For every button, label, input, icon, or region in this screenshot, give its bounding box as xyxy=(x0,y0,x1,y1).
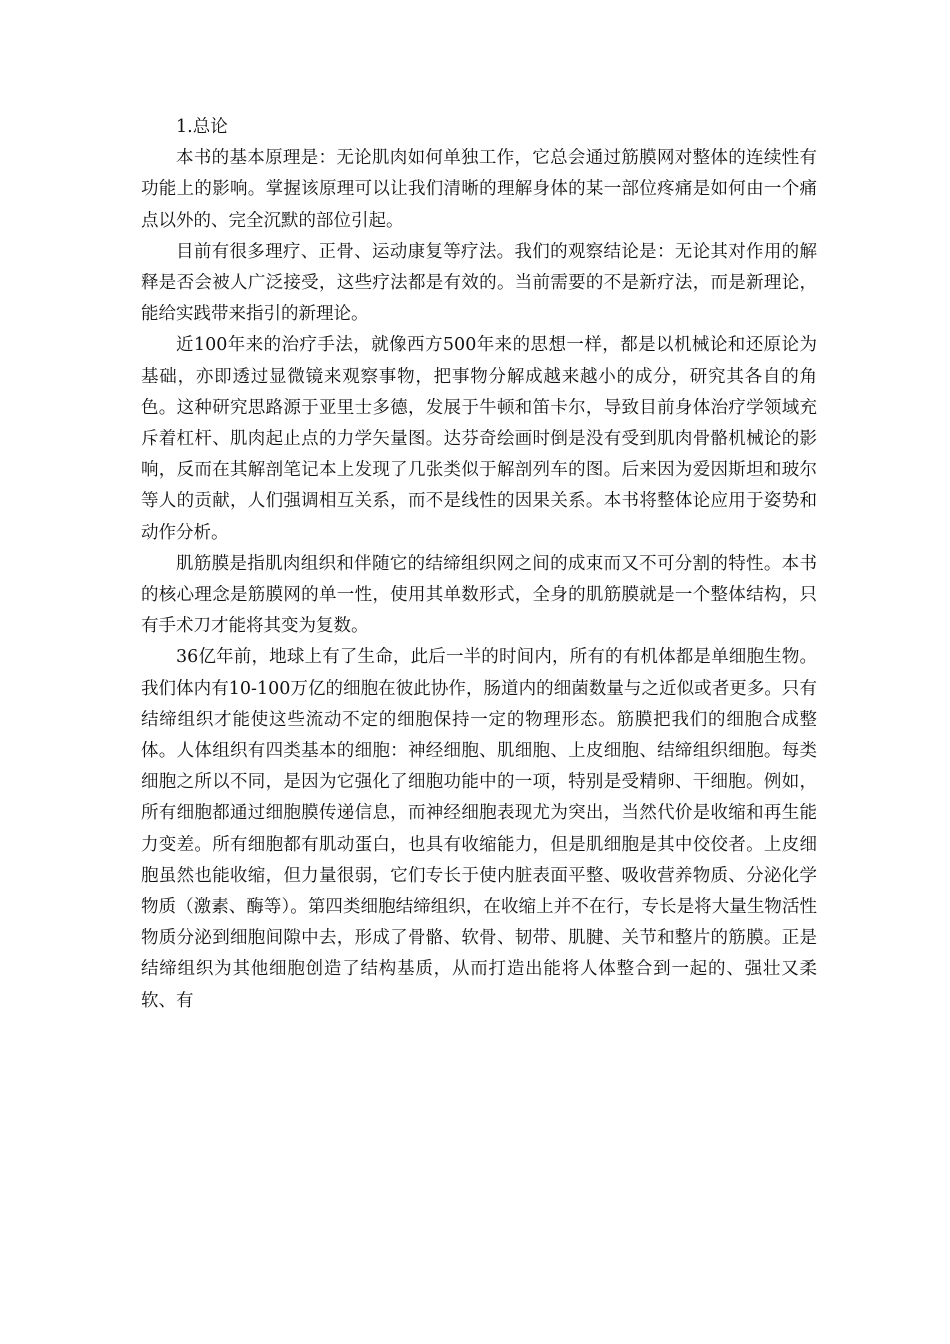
section-heading: 1.总论 xyxy=(176,117,228,137)
paragraph-cells: 36亿年前，地球上有了生命，此后一半的时间内，所有的有机体都是单细胞生物。我们体内有10-100万亿的细胞在彼此协作，肠道内的细菌数量与之近似或者更多。只有结缔组织才能使这些流动不定的细胞保持一定的物理形态。筋膜把我们的细胞合成整体。人体组织有四类基本的细胞：神经细胞、肌细胞、上皮细胞、结缔组织细胞。每类细胞之所以不同，是因为它强化了细胞功能中的一项，特别是受精卵、干细胞。例如，所有细胞都通过细胞膜传递信息，而神经细胞表现尤为突出，当然代价是收缩和再生能力变差。所有细胞都有肌动蛋白，也具有收缩能力，但是肌细胞是其中佼佼者。上皮细胞虽然也能收缩，但力量很弱，它们专长于使内脏表面平整、吸收营养物质、分泌化学物质（激素、酶等）。第四类细胞结缔组织，在收缩上并不在行，专长是将大量生物活性物质分泌到细胞间隙中去，形成了骨骼、软骨、韧带、肌腱、关节和整片的筋膜。正是结缔组织为其他细胞创造了结构基质，从而打造出能将人体整合到一起的、强壮又柔软、有 xyxy=(141,647,817,1011)
paragraph-history: 近100年来的治疗手法，就像西方500年来的思想一样，都是以机械论和还原论为基础，亦即透过显微镜来观察事物，把事物分解成越来越小的成分，研究其各自的角色。这种研究思路源于亚里士多德，发展于牛顿和笛卡尔，导致目前身体治疗学领域充斥着杠杆、肌肉起止点的力学矢量图。达芬奇绘画时倒是没有受到肌肉骨骼机械论的影响，反而在其解剖笔记本上发现了几张类似于解剖列车的图。后来因为爱因斯坦和玻尔等人的贡献，人们强调相互关系，而不是线性的因果关系。本书将整体论应用于姿势和动作分析。 xyxy=(141,335,817,543)
document-body xyxy=(141,112,817,1017)
paragraph-principle: 本书的基本原理是：无论肌肉如何单独工作，它总会通过筋膜网对整体的连续性有功能上的影响。掌握该原理可以让我们清晰的理解身体的某一部位疼痛是如何由一个痛点以外的、完全沉默的部位引起。 xyxy=(141,148,817,231)
paragraph-therapies: 目前有很多理疗、正骨、运动康复等疗法。我们的观察结论是：无论其对作用的解释是否会被人广泛接受，这些疗法都是有效的。当前需要的不是新疗法，而是新理论，能给实践带来指引的新理论。 xyxy=(141,241,817,325)
paragraph-myofascia: 肌筋膜是指肌肉组织和伴随它的结缔组织网之间的成束而又不可分割的特性。本书的核心理念是筋膜网的单一性，使用其单数形式，全身的肌筋膜就是一个整体结构，只有手术刀才能将其变为复数。 xyxy=(141,553,817,637)
